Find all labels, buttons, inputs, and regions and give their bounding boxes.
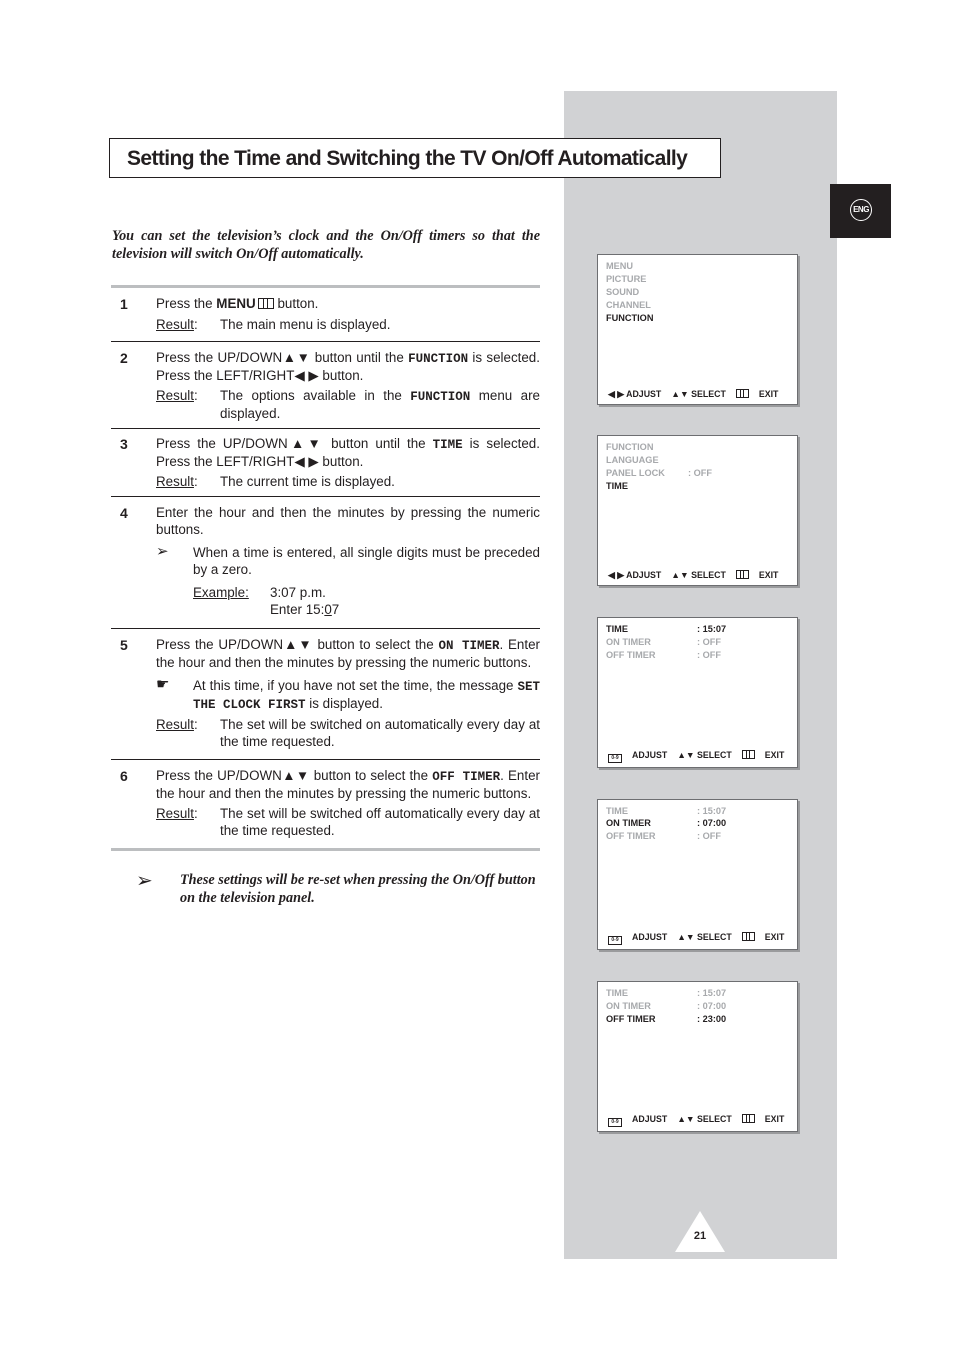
osd-menu-item: TIME : 15:07 xyxy=(606,988,727,998)
step-4 xyxy=(111,505,540,618)
number-keys-icon: 0-9 xyxy=(608,1118,622,1127)
step-divider xyxy=(111,496,540,497)
footnote xyxy=(136,868,536,907)
bottom-rule xyxy=(111,848,540,851)
osd-menu-item: PANEL LOCK : OFF xyxy=(606,468,712,478)
example-label: Example: xyxy=(193,585,249,600)
arrow-note-icon: ➢ xyxy=(136,870,153,892)
osd-menu-item-selected: FUNCTION xyxy=(606,313,654,323)
osd-menu-item: OFF TIMER : OFF xyxy=(606,831,721,841)
step-result: Result : The set will be switched on automatically every day at the time requested. xyxy=(156,717,540,749)
osd-term: FUNCTION xyxy=(410,390,471,404)
osd-adjust: ADJUST xyxy=(632,750,668,760)
arrow-note-icon: ➢ xyxy=(156,543,169,560)
example-time: 3:07 p.m. xyxy=(270,585,326,600)
menu-label: MENU xyxy=(216,296,256,311)
result-label: Result xyxy=(156,806,194,821)
number-keys-icon: 0-9 xyxy=(608,754,622,763)
menu-icon xyxy=(742,932,755,941)
osd-screen-on-timer xyxy=(597,799,798,950)
example-block xyxy=(193,585,540,618)
step-5 xyxy=(111,637,540,750)
result-text: The main menu is displayed. xyxy=(220,316,391,332)
osd-adjust: ADJUST xyxy=(632,932,668,942)
step-instruction: Press the UP/DOWN▲▼ button to select the OFF TIMER. Enter the hour and then the minutes by pressing the numeric buttons. xyxy=(156,768,540,801)
osd-exit: EXIT xyxy=(758,389,779,399)
osd-message: SET THE CLOCK FIRST xyxy=(193,680,540,712)
result-label: Result xyxy=(156,474,194,489)
osd-term: ON TIMER xyxy=(438,639,500,653)
page-number: 21 xyxy=(693,1230,707,1242)
note-text: When a time is entered, all single digits must be preceded by a zero. xyxy=(193,545,540,577)
osd-adjust: ◀ ▶ ADJUST xyxy=(608,389,662,399)
step-number: 6 xyxy=(120,768,128,784)
osd-screen-main-menu xyxy=(597,254,798,405)
osd-select: ▲▼ SELECT xyxy=(671,570,726,580)
osd-menu-item-selected: ON TIMER : 07:00 xyxy=(606,818,727,828)
step-number: 2 xyxy=(120,350,128,366)
osd-menu-item-selected: OFF TIMER : 23:00 xyxy=(606,1014,727,1024)
step-2 xyxy=(111,350,540,422)
osd-term: FUNCTION xyxy=(408,352,469,366)
step-number: 1 xyxy=(120,296,128,312)
osd-menu-item-selected: TIME : 15:07 xyxy=(606,624,727,634)
step-1 xyxy=(111,296,540,333)
osd-menu-item: ON TIMER : 07:00 xyxy=(606,1001,727,1011)
top-rule xyxy=(111,285,540,288)
footnote-text: These settings will be re-set when pressing the On/Off button on the television panel. xyxy=(180,872,536,906)
osd-exit: EXIT xyxy=(758,570,779,580)
step-instruction: Press the UP/DOWN▲▼ button until the FUNCTION is selected. Press the LEFT/RIGHT◀ ▶ button. xyxy=(156,350,540,383)
osd-menu-item: PICTURE xyxy=(606,274,647,284)
step-number: 5 xyxy=(120,637,128,653)
step-instruction: Enter the hour and then the minutes by pressing the numeric buttons. xyxy=(156,505,540,537)
osd-term: OFF TIMER xyxy=(432,770,501,784)
step-result: Result : The main menu is displayed. xyxy=(156,317,540,334)
osd-adjust: ◀ ▶ ADJUST xyxy=(608,570,662,580)
osd-menu-item: CHANNEL xyxy=(606,300,651,310)
step-result: Result : The set will be switched off automatically every day at the time requested. xyxy=(156,806,540,838)
osd-menu-item: FUNCTION xyxy=(606,442,654,452)
page-title: Setting the Time and Switching the TV On/Off Automatically xyxy=(127,147,688,170)
result-text: The current time is displayed. xyxy=(220,474,395,489)
osd-term: TIME xyxy=(432,438,463,452)
osd-footer xyxy=(608,389,778,400)
osd-menu-item: OFF TIMER : OFF xyxy=(606,650,721,660)
language-tab xyxy=(830,184,891,238)
step-instruction: Press the UP/DOWN▲▼ button until the TIME is selected. Press the LEFT/RIGHT◀ ▶ button. xyxy=(156,436,540,469)
result-label: Result xyxy=(156,388,194,403)
step-result: Result : The options available in the FUNCTION menu are displayed. xyxy=(156,388,540,421)
intro-text: You can set the television’s clock and the On/Off timers so that the television will switch On/Off automatically. xyxy=(112,228,540,262)
result-text: The set will be switched on automatically every day at the time requested. xyxy=(220,717,540,749)
menu-icon xyxy=(258,298,274,309)
result-label: Result xyxy=(156,316,194,332)
step-divider xyxy=(111,341,540,342)
step-number: 4 xyxy=(120,505,128,521)
step-note xyxy=(156,545,540,578)
step-instruction: Press the UP/DOWN▲▼ button to select the ON TIMER. Enter the hour and then the minutes by pressing the numeric buttons. xyxy=(156,637,540,670)
osd-footer xyxy=(608,1114,784,1127)
note-text: At this time, if you have not set the time, the message SET THE CLOCK FIRST is displayed. xyxy=(193,678,540,712)
osd-select: ▲▼ SELECT xyxy=(677,750,732,760)
osd-menu-item: SOUND xyxy=(606,287,640,297)
step-divider xyxy=(111,628,540,629)
step-result: Result : The current time is displayed. xyxy=(156,474,540,491)
step-6 xyxy=(111,768,540,839)
number-keys-icon: 0-9 xyxy=(608,936,622,945)
menu-icon xyxy=(736,570,749,579)
menu-icon xyxy=(742,750,755,759)
osd-menu-item-selected: TIME xyxy=(606,481,628,491)
step-divider xyxy=(111,759,540,760)
step-instruction: Press the MENU button. xyxy=(156,296,319,311)
osd-footer xyxy=(608,932,784,945)
language-badge: ENG xyxy=(850,199,872,221)
osd-exit: EXIT xyxy=(764,1114,785,1124)
step-number: 3 xyxy=(120,436,128,452)
osd-exit: EXIT xyxy=(764,750,785,760)
title-box xyxy=(109,138,721,178)
osd-menu-item: ON TIMER : OFF xyxy=(606,637,721,647)
osd-adjust: ADJUST xyxy=(632,1114,668,1124)
osd-select: ▲▼ SELECT xyxy=(671,389,726,399)
pointing-hand-icon: ☛ xyxy=(156,676,170,693)
osd-exit: EXIT xyxy=(764,932,785,942)
osd-screen-function xyxy=(597,435,798,586)
osd-menu-item: MENU xyxy=(606,261,634,271)
osd-footer xyxy=(608,570,778,581)
result-label: Result xyxy=(156,717,194,732)
result-text: The options available in the FUNCTION menu are displayed. xyxy=(220,388,540,421)
example-entry: Enter 15:07 xyxy=(270,601,340,617)
osd-select: ▲▼ SELECT xyxy=(677,1114,732,1124)
osd-screen-off-timer xyxy=(597,981,798,1132)
osd-menu-item: TIME : 15:07 xyxy=(606,806,727,816)
menu-icon xyxy=(736,389,749,398)
osd-footer xyxy=(608,750,784,763)
step-3 xyxy=(111,436,540,491)
step-note xyxy=(156,678,540,713)
menu-icon xyxy=(742,1114,755,1123)
osd-menu-item: LANGUAGE xyxy=(606,455,659,465)
step-divider xyxy=(111,428,540,429)
osd-screen-time xyxy=(597,617,798,768)
result-text: The set will be switched off automatically every day at the time requested. xyxy=(220,806,540,838)
osd-select: ▲▼ SELECT xyxy=(677,932,732,942)
